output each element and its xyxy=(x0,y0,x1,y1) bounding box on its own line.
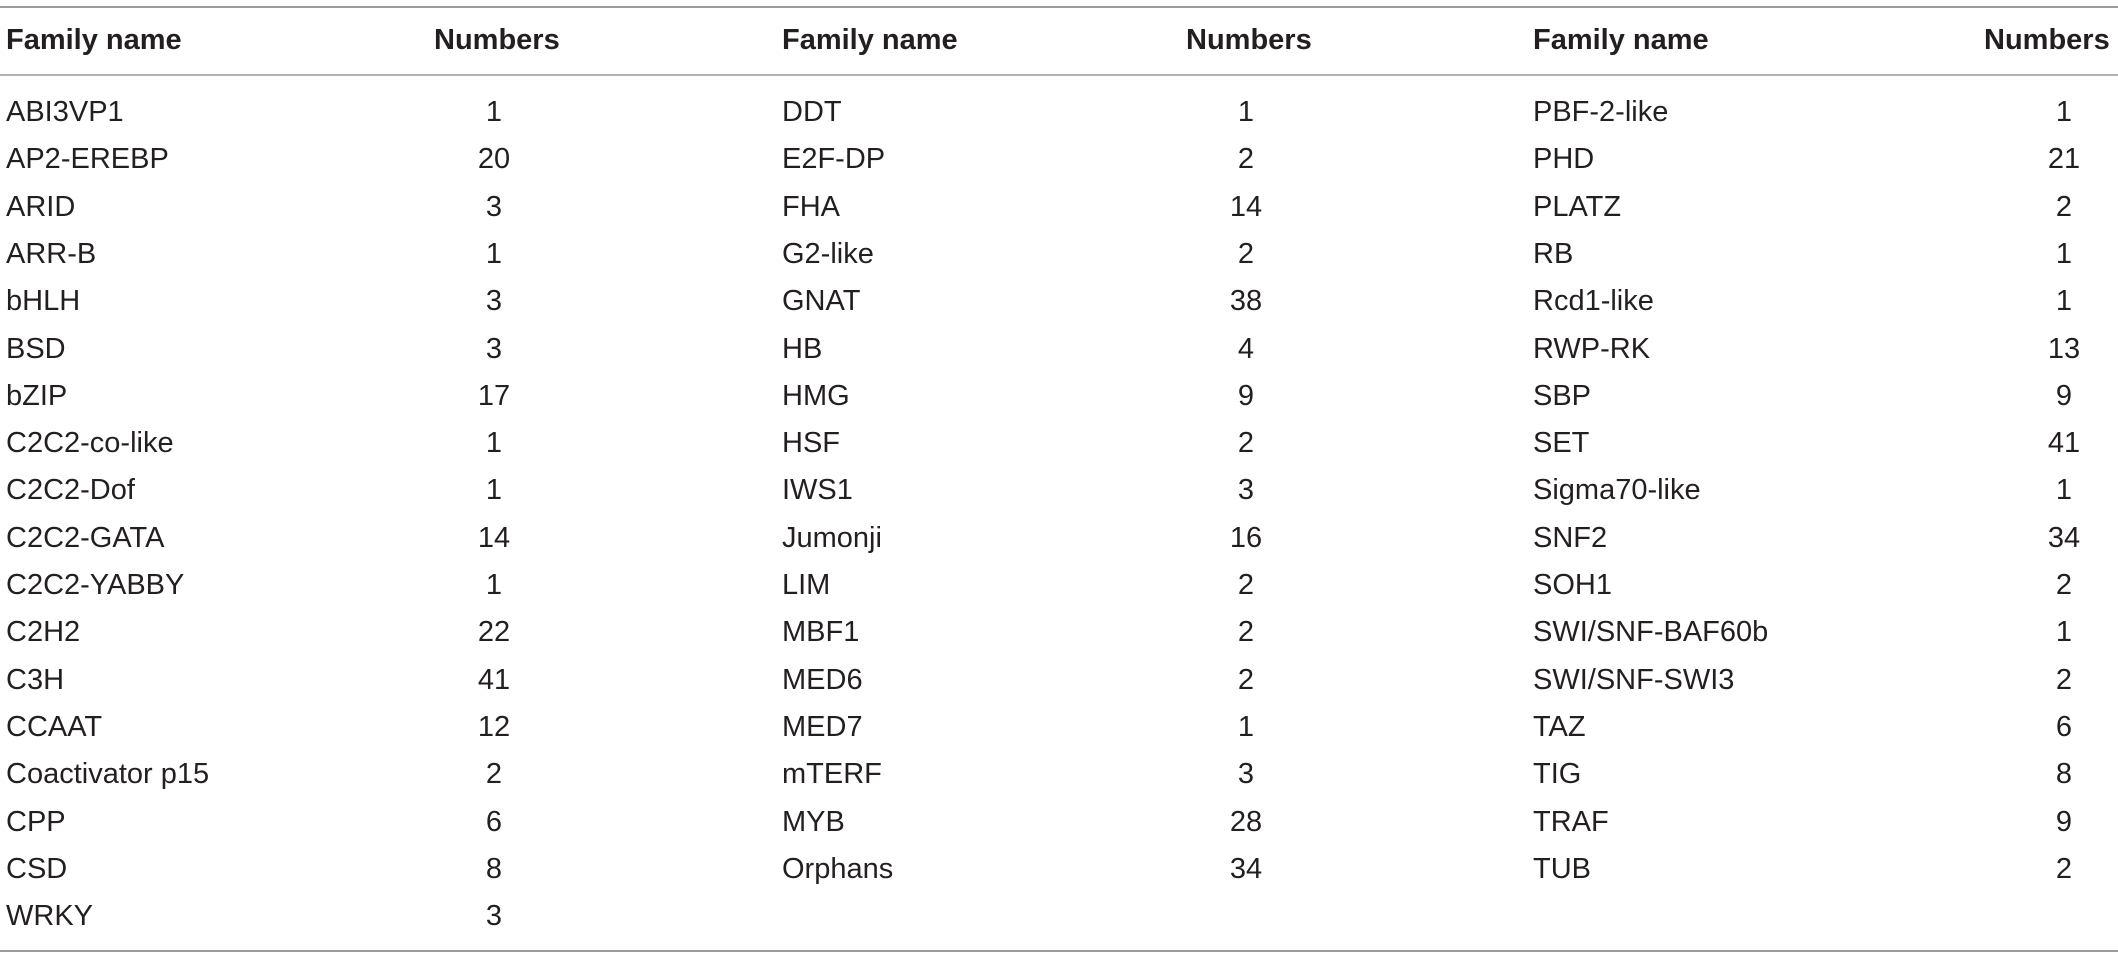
family-number-cell: 2 xyxy=(1237,427,1255,460)
family-number-cell: 1 xyxy=(2055,237,2073,270)
family-name-cell: DDT xyxy=(782,96,842,128)
family-name-cell: G2-like xyxy=(782,237,874,270)
family-name-cell: SNF2 xyxy=(1533,521,1608,554)
family-number-cell: 2 xyxy=(2055,852,2073,885)
family-number-cell: 1 xyxy=(2055,96,2073,128)
family-name-cell: ABI3VP1 xyxy=(6,96,124,128)
family-name-cell: HB xyxy=(782,332,823,365)
family-number-cell: 2 xyxy=(1237,569,1255,601)
family-name-cell: MYB xyxy=(782,805,845,838)
family-name-cell: SWI/SNF-SWI3 xyxy=(1533,663,1735,696)
table-bottom-rule xyxy=(0,950,2118,952)
family-number-cell: 3 xyxy=(485,900,503,933)
family-number-cell: 1 xyxy=(485,237,503,270)
family-name-cell: LIM xyxy=(782,569,831,601)
family-number-cell: 1 xyxy=(1237,96,1255,128)
header-numbers-3: Numbers xyxy=(1984,24,2110,56)
family-number-cell: 2 xyxy=(2055,569,2073,601)
family-name-cell: CPP xyxy=(6,805,66,838)
family-name-cell: PBF-2-like xyxy=(1533,96,1669,128)
family-number-cell: 1 xyxy=(485,569,503,601)
family-number-cell: 6 xyxy=(485,805,503,838)
family-number-cell: 9 xyxy=(1237,379,1255,412)
family-name-cell: TUB xyxy=(1533,852,1591,885)
header-numbers-1: Numbers xyxy=(434,24,560,56)
family-number-cell: 12 xyxy=(477,710,511,743)
family-name-cell: C2C2-co-like xyxy=(6,427,174,460)
family-number-cell: 21 xyxy=(2047,143,2081,176)
family-name-cell: HSF xyxy=(782,427,840,460)
family-number-cell: 2 xyxy=(1237,663,1255,696)
family-number-cell: 34 xyxy=(1229,852,1263,885)
family-name-cell: GNAT xyxy=(782,285,861,318)
family-number-cell: 2 xyxy=(2055,190,2073,223)
header-family-name-2: Family name xyxy=(782,24,958,56)
family-name-cell: C2C2-Dof xyxy=(6,474,135,507)
table-header-rule xyxy=(0,74,2118,76)
family-number-cell: 2 xyxy=(1237,143,1255,176)
header-numbers-2: Numbers xyxy=(1186,24,1312,56)
family-number-cell: 9 xyxy=(2055,379,2073,412)
family-number-cell: 17 xyxy=(477,379,511,412)
family-name-cell: TRAF xyxy=(1533,805,1609,838)
family-name-cell: C2C2-GATA xyxy=(6,521,165,554)
family-number-cell: 1 xyxy=(2055,285,2073,318)
family-name-cell: RWP-RK xyxy=(1533,332,1651,365)
family-number-cell: 13 xyxy=(2047,332,2081,365)
family-number-cell: 34 xyxy=(2047,521,2081,554)
family-number-cell: 28 xyxy=(1229,805,1263,838)
family-number-cell: 20 xyxy=(477,143,511,176)
family-number-cell: 3 xyxy=(1237,758,1255,791)
family-name-cell: FHA xyxy=(782,190,840,223)
family-number-cell: 3 xyxy=(485,332,503,365)
family-name-cell: HMG xyxy=(782,379,850,412)
family-name-cell: TIG xyxy=(1533,758,1582,791)
family-name-cell: Rcd1-like xyxy=(1533,285,1654,318)
family-name-cell: SWI/SNF-BAF60b xyxy=(1533,616,1769,649)
family-number-cell: 2 xyxy=(485,758,503,791)
family-number-cell: 1 xyxy=(485,96,503,128)
family-number-cell: 1 xyxy=(1237,710,1255,743)
family-name-cell: C2C2-YABBY xyxy=(6,569,185,601)
family-number-cell: 3 xyxy=(1237,474,1255,507)
table-top-rule xyxy=(0,6,2118,8)
family-name-cell: ARR-B xyxy=(6,237,97,270)
family-number-cell: 6 xyxy=(2055,710,2073,743)
family-name-cell: MBF1 xyxy=(782,616,860,649)
family-name-cell: Sigma70-like xyxy=(1533,474,1701,507)
family-name-cell: SET xyxy=(1533,427,1590,460)
family-name-cell: RB xyxy=(1533,237,1574,270)
family-name-cell: MED7 xyxy=(782,710,863,743)
family-number-cell: 1 xyxy=(485,474,503,507)
family-name-cell: bZIP xyxy=(6,379,68,412)
family-number-cell: 2 xyxy=(2055,663,2073,696)
family-name-cell: MED6 xyxy=(782,663,863,696)
family-number-cell: 1 xyxy=(2055,616,2073,649)
family-name-cell: PLATZ xyxy=(1533,190,1622,223)
family-name-cell: AP2-EREBP xyxy=(6,143,169,176)
family-name-cell: C2H2 xyxy=(6,616,81,649)
family-name-cell: Coactivator p15 xyxy=(6,758,210,791)
family-name-cell: SOH1 xyxy=(1533,569,1612,601)
family-number-cell: 2 xyxy=(1237,616,1255,649)
family-number-cell: 8 xyxy=(2055,758,2073,791)
family-number-cell: 2 xyxy=(1237,237,1255,270)
family-number-cell: 3 xyxy=(485,285,503,318)
family-name-cell: mTERF xyxy=(782,758,882,791)
family-number-cell: 9 xyxy=(2055,805,2073,838)
family-name-cell: CCAAT xyxy=(6,710,103,743)
family-name-cell: TAZ xyxy=(1533,710,1586,743)
family-name-cell: PHD xyxy=(1533,143,1595,176)
family-name-cell: E2F-DP xyxy=(782,143,886,176)
family-number-cell: 41 xyxy=(477,663,511,696)
family-number-cell: 4 xyxy=(1237,332,1255,365)
family-name-cell: ARID xyxy=(6,190,76,223)
family-name-cell: C3H xyxy=(6,663,65,696)
family-number-cell: 1 xyxy=(2055,474,2073,507)
header-family-name-1: Family name xyxy=(6,24,182,56)
family-name-cell: IWS1 xyxy=(782,474,853,507)
family-number-cell: 1 xyxy=(485,427,503,460)
header-family-name-3: Family name xyxy=(1533,24,1709,56)
family-name-cell: WRKY xyxy=(6,900,93,933)
family-number-cell: 3 xyxy=(485,190,503,223)
family-number-cell: 14 xyxy=(1229,190,1263,223)
family-number-cell: 8 xyxy=(485,852,503,885)
family-number-cell: 22 xyxy=(477,616,511,649)
family-number-cell: 38 xyxy=(1229,285,1263,318)
family-name-cell: CSD xyxy=(6,852,68,885)
family-name-cell: SBP xyxy=(1533,379,1592,412)
family-number-cell: 41 xyxy=(2047,427,2081,460)
family-name-cell: Jumonji xyxy=(782,521,882,554)
family-name-cell: Orphans xyxy=(782,852,894,885)
family-number-cell: 16 xyxy=(1229,521,1263,554)
family-number-cell: 14 xyxy=(477,521,511,554)
family-name-cell: BSD xyxy=(6,332,66,365)
family-name-cell: bHLH xyxy=(6,285,81,318)
